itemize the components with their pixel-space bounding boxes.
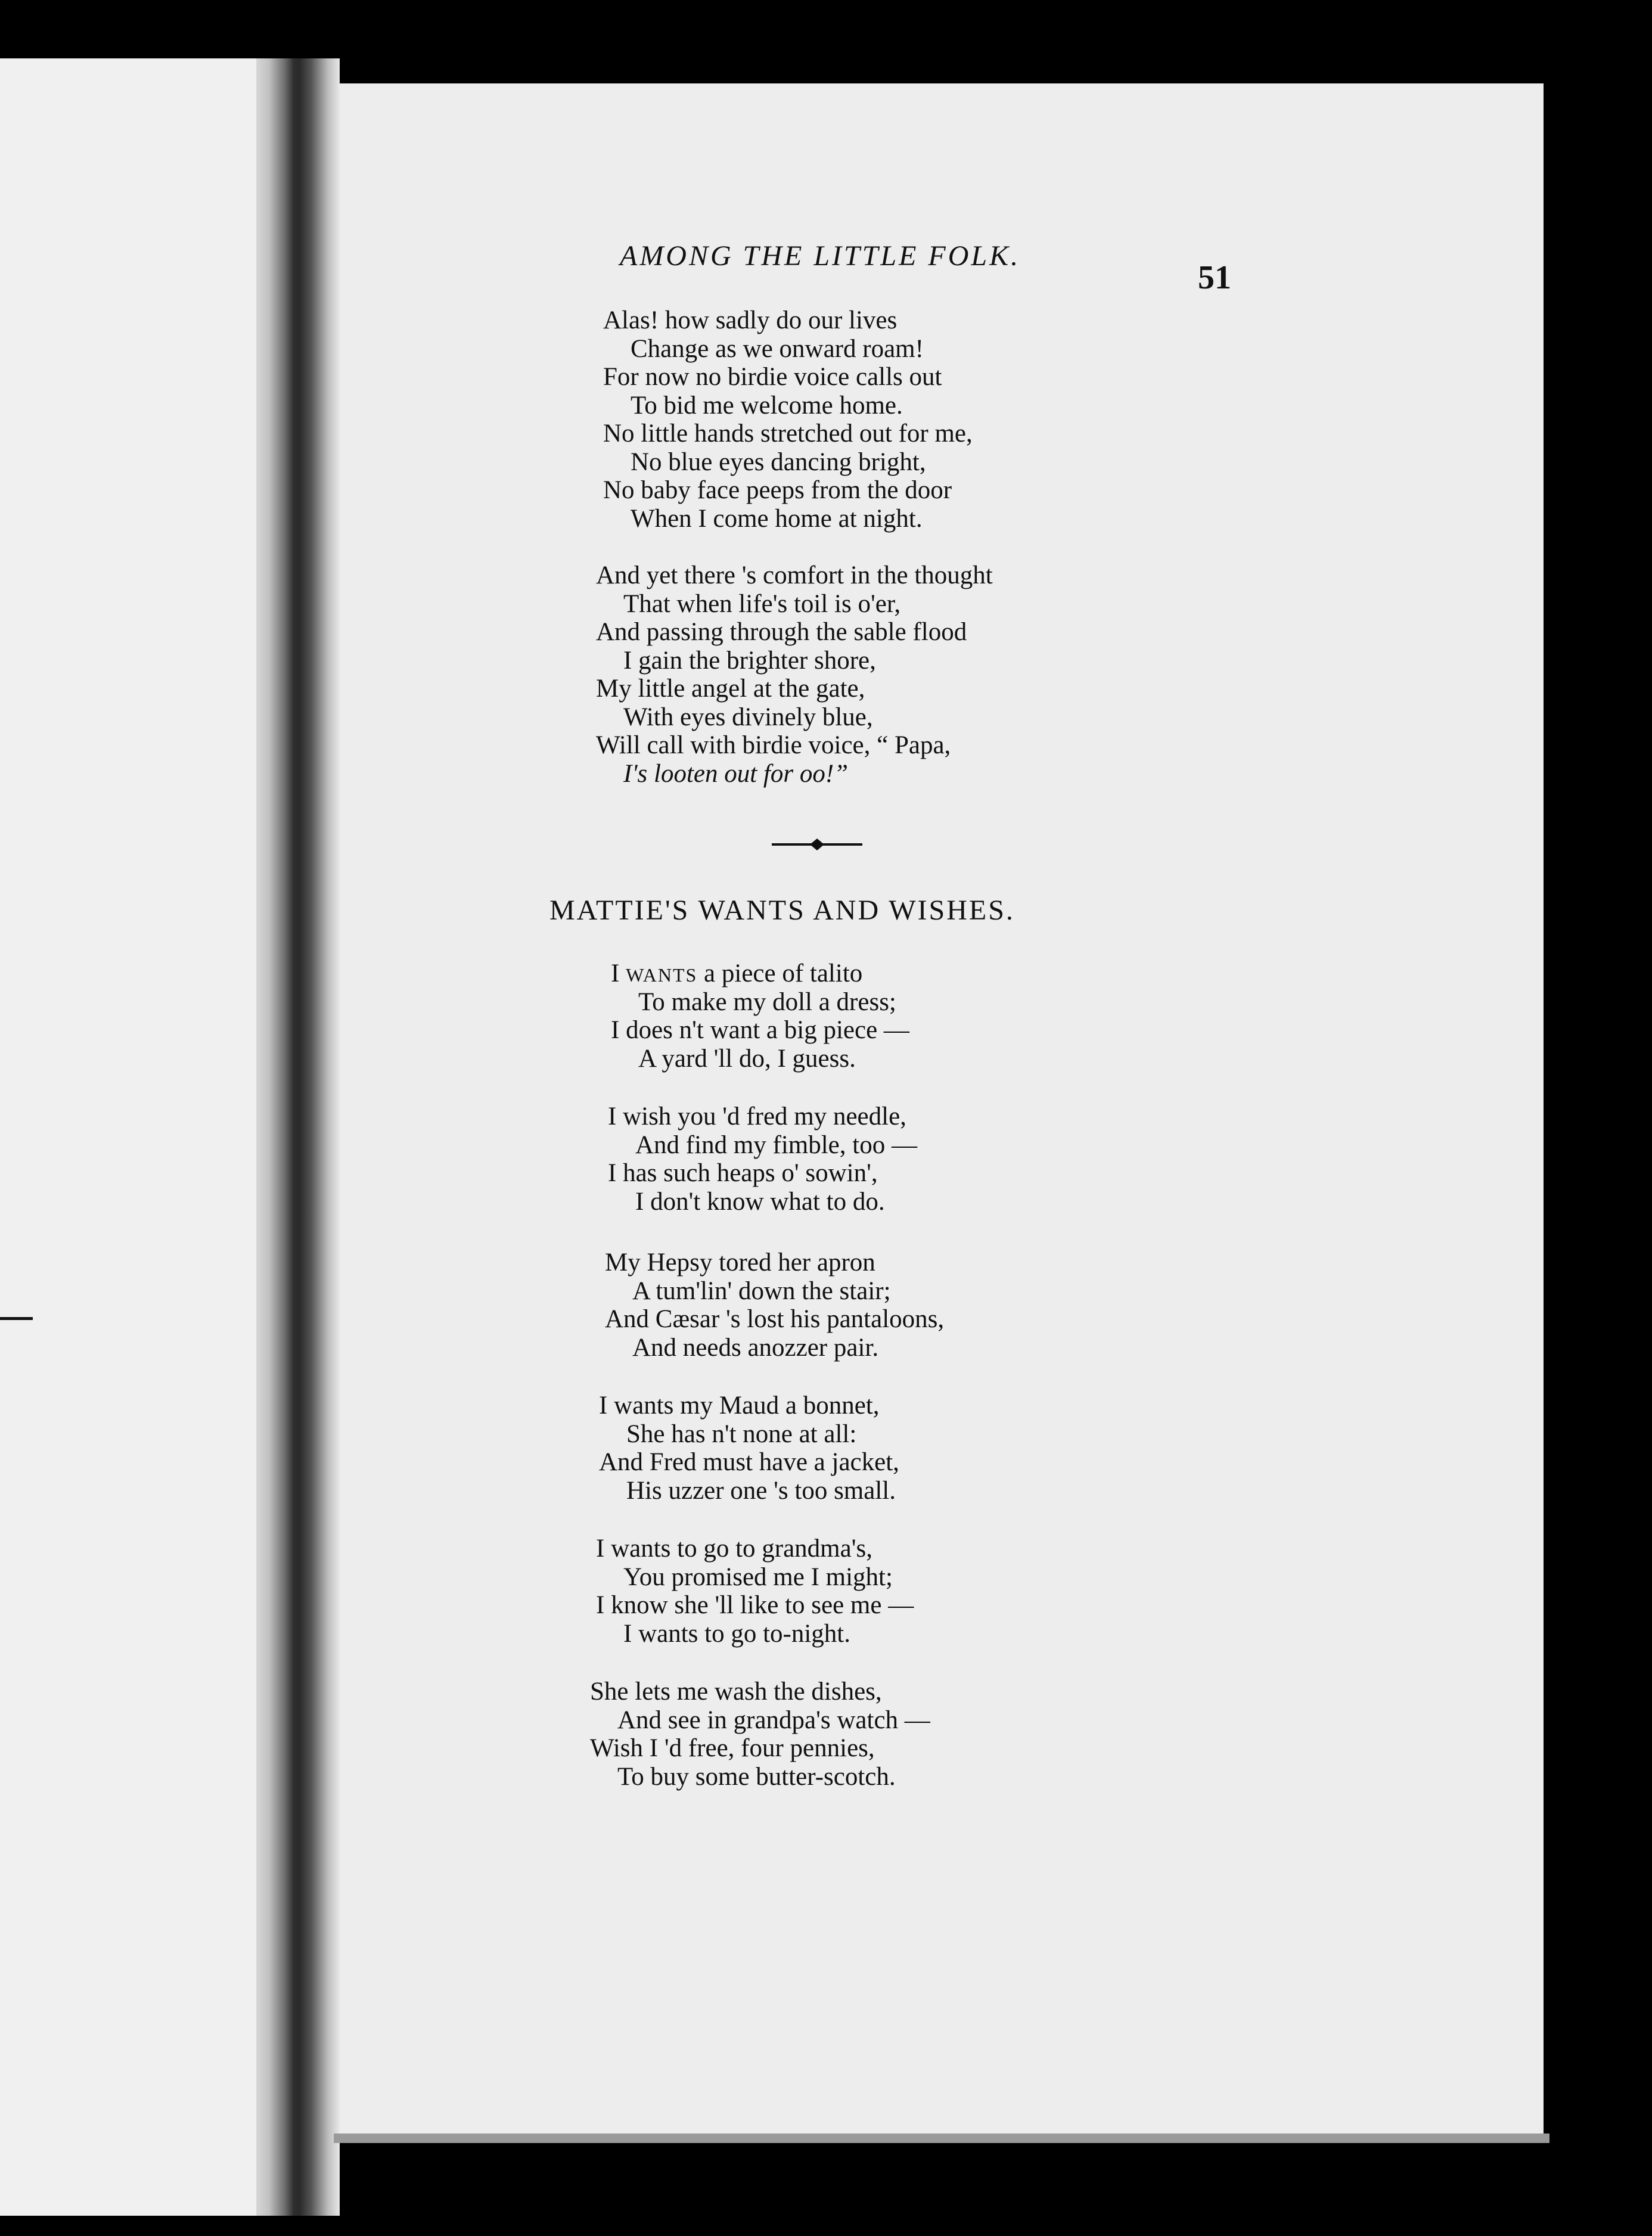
poem-line: For now no birdie voice calls out <box>603 363 942 391</box>
poem-line: My Hepsy tored her apron <box>605 1249 875 1277</box>
poem-line: To make my doll a dress; <box>638 987 896 1016</box>
poem-line: I don't know what to do. <box>635 1187 885 1216</box>
poem-line: No little hands stretched out for me, <box>603 420 973 448</box>
poem-line: Change as we onward roam! <box>631 334 924 363</box>
section-divider-ornament <box>772 837 862 852</box>
poem-line: Will call with birdie voice, “ Papa, <box>596 731 951 759</box>
poem-line: That when life's toil is o'er, <box>623 589 901 618</box>
poem-line: I gain the brighter shore, <box>623 646 876 675</box>
poem-line: I has such heaps o' sowin', <box>608 1159 878 1187</box>
poem-line: And find my fimble, too — <box>635 1131 917 1159</box>
poem-line: Wish I 'd free, four pennies, <box>590 1734 875 1762</box>
poem-line: I wants to go to grandma's, <box>596 1535 872 1563</box>
poem1-stanza-1 <box>603 306 973 533</box>
poem-line: When I come home at night. <box>631 504 923 533</box>
poem-line-rest: a piece of talito <box>697 959 863 987</box>
poem-line: No baby face peeps from the door <box>603 476 952 504</box>
margin-dash-mark <box>0 1317 33 1320</box>
running-header-title: AMONG THE LITTLE FOLK. <box>620 240 1021 272</box>
poem-line <box>611 959 909 988</box>
poem-line: She has n't none at all: <box>626 1420 857 1448</box>
poem2-stanza-6 <box>590 1678 930 1791</box>
poem-line: I know she 'll like to see me — <box>596 1591 914 1619</box>
poem-line: She lets me wash the dishes, <box>590 1678 882 1706</box>
poem-line-first-word: I <box>611 959 626 987</box>
poem-line: To buy some butter-scotch. <box>617 1762 896 1791</box>
poem-line: With eyes divinely blue, <box>623 703 873 731</box>
poem2-stanza-2 <box>608 1103 917 1216</box>
poem-line: A tum'lin' down the stair; <box>632 1277 891 1305</box>
poem-line: You promised me I might; <box>623 1563 893 1591</box>
poem2-stanza-4 <box>599 1392 899 1505</box>
poem1-stanza-2 <box>596 561 993 788</box>
page-number: 51 <box>1198 259 1231 296</box>
poem-line: No blue eyes dancing bright, <box>631 448 926 476</box>
poem-line: I wants to go to-night. <box>623 1619 850 1648</box>
book-gutter <box>256 58 340 2216</box>
poem-line: And see in grandpa's watch — <box>617 1706 930 1734</box>
poem-line: And needs anozzer pair. <box>632 1333 879 1362</box>
poem-line-smallcaps-word: WANTS <box>626 964 698 986</box>
poem-line: I does n't want a big piece — <box>611 1016 909 1044</box>
poem-line: Alas! how sadly do our lives <box>603 306 898 334</box>
poem-line: And passing through the sable flood <box>596 618 967 646</box>
left-page-edge <box>0 58 256 2216</box>
poem2-stanza-1 <box>611 959 909 1073</box>
poem2-title: MATTIE'S WANTS AND WISHES. <box>549 895 1015 926</box>
page-bottom-edge <box>334 2133 1549 2143</box>
poem-line: A yard 'll do, I guess. <box>638 1044 856 1073</box>
poem-line: I wants my Maud a bonnet, <box>599 1392 880 1420</box>
poem2-stanza-3 <box>605 1249 944 1362</box>
poem-line: I wish you 'd fred my needle, <box>608 1103 906 1131</box>
poem-line: His uzzer one 's too small. <box>626 1476 896 1505</box>
poem-line: And Fred must have a jacket, <box>599 1448 899 1476</box>
poem-line: My little angel at the gate, <box>596 675 865 703</box>
poem-line: I's looten out for oo!” <box>623 759 849 788</box>
poem-line: To bid me welcome home. <box>631 391 903 420</box>
poem-line: And yet there 's comfort in the thought <box>596 561 993 589</box>
poem2-stanza-5 <box>596 1535 914 1648</box>
poem-line: And Cæsar 's lost his pantaloons, <box>605 1305 945 1333</box>
